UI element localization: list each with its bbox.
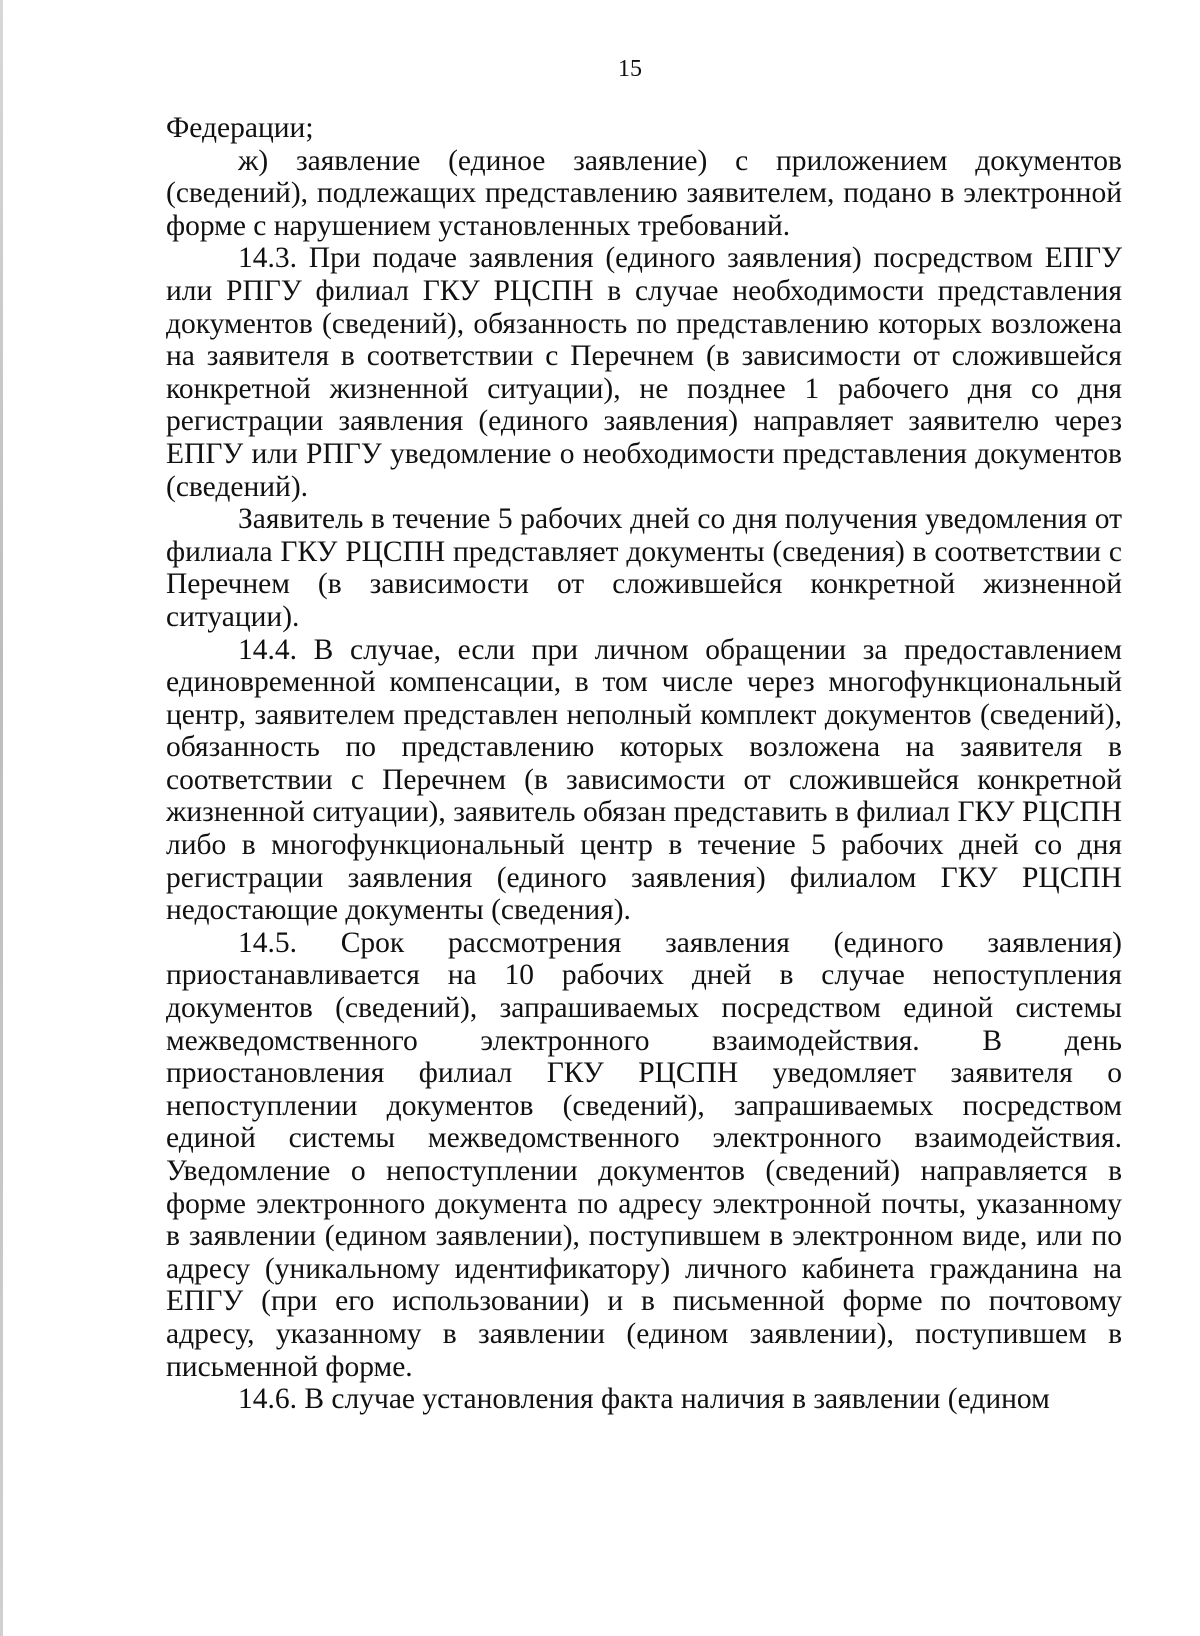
paragraph-continuation: Федерации; (166, 112, 314, 144)
paragraph-applicant-deadline: Заявитель в течение 5 рабочих дней со дня получения уведомления от филиала ГКУ РЦСПН представляет документы (сведения) в соответствии с Перечнем (в зависимости от сложившейся конкретной жизненной ситуации). (166, 503, 1122, 633)
paragraph-item-zh: ж) заявление (единое заявление) с приложением документов (сведений), подлежащих представлению заявителем, подано в электронной форме с нарушением установленных требований. (166, 144, 1122, 242)
paragraph-14-5: 14.5. Срок рассмотрения заявления (единого заявления) приостанавливается на 10 рабочих дней в случае непоступления документов (сведений), запрашиваемых посредством единой системы межведомственного электронного взаимодействия. В день приостановления филиал ГКУ РЦСПН уведомляет заявителя о непоступлении документов (сведений), запрашиваемых посредством единой системы межведомственного электронного взаимодействия. Уведомление о непоступлении документов (сведений) направляется в форме электронного документа по адресу электронной почты, указанному в заявлении (едином заявлении), поступившем в электронном виде, или по адресу (уникальному идентификатору) личного кабинета гражданина на ЕПГУ (при его использовании) и в письменной форме по почтовому адресу, указанному в заявлении (едином заявлении), поступившем в письменной форме. (166, 926, 1122, 1383)
page-number: 15 (618, 56, 642, 82)
paragraph-14-3: 14.3. При подаче заявления (единого заявления) посредством ЕПГУ или РПГУ филиал ГКУ РЦСПН в случае необходимости представления документов (сведений), обязанность по представлению которых возложена на заявителя в соответствии с Перечнем (в зависимости от сложившейся конкретной жизненной ситуации), не позднее 1 рабочего дня со дня регистрации заявления (единого заявления) направляет заявителю через ЕПГУ или РПГУ уведомление о необходимости представления документов (сведений). (166, 242, 1122, 503)
document-body (166, 112, 1122, 1416)
paragraph-14-4: 14.4. В случае, если при личном обращении за предоставлением единовременной компенсации, в том числе через многофункциональный центр, заявителем представлен неполный комплект документов (сведений), обязанность по представлению которых возложена на заявителя в соответствии с Перечнем (в зависимости от сложившейся конкретной жизненной ситуации), заявитель обязан представить в филиал ГКУ РЦСПН либо в многофункциональный центр в течение 5 рабочих дней со дня регистрации заявления (единого заявления) филиалом ГКУ РЦСПН недостающие документы (сведения). (166, 633, 1122, 927)
paragraph-14-6: 14.6. В случае установления факта наличия в заявлении (едином (238, 1383, 1050, 1416)
scan-edge (0, 0, 3, 1636)
